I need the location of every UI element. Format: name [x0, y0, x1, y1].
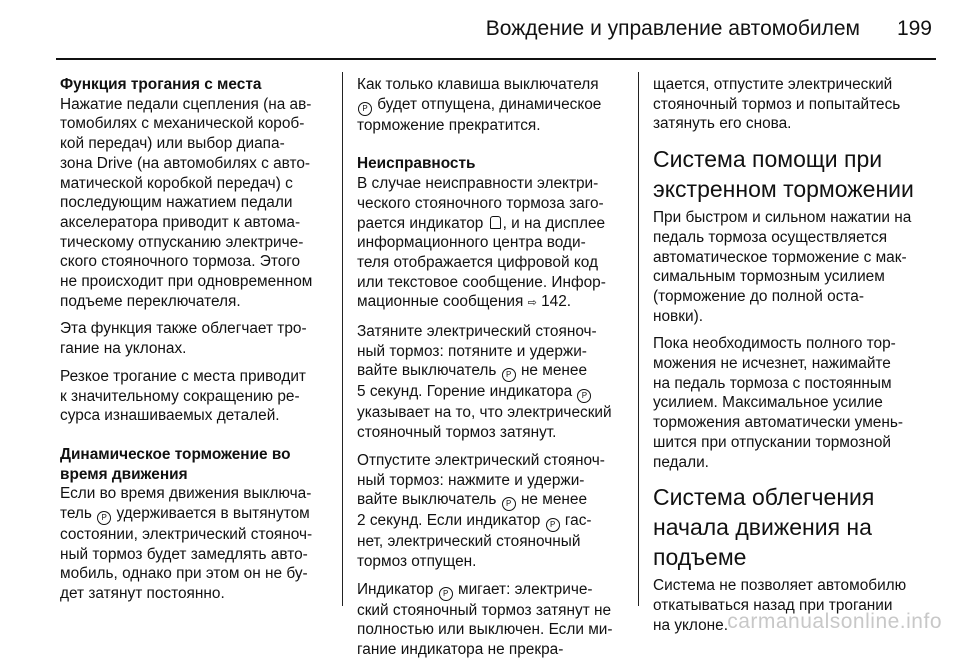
paragraph-start-function-2: Эта функция также облегчает тро- гание на уклонах.: [60, 320, 307, 358]
paragraph-apply-brake: Затяните электрический стояноч- ный тормоз: потяните и удержи- вайте выключатель P не менее 5 секунд. Горение индикатора P указывает на то, что электрический стояночный тормоз затянут.: [357, 323, 612, 442]
page-reference-link[interactable]: 142.: [541, 293, 572, 311]
paragraph-start-function-3: Резкое трогание с места приводит к значительному сокращению ре- сурса изнашиваемых деталей.: [60, 367, 306, 425]
column-divider-2: [638, 72, 639, 606]
column-2: [357, 75, 633, 668]
parking-brake-p-icon: P: [502, 497, 516, 511]
page-number: 199: [896, 17, 932, 40]
header-divider: [56, 58, 936, 60]
column-1: [60, 75, 332, 612]
parking-brake-p-icon: P: [97, 511, 111, 525]
section-heading-start-function: Функция трогания с места: [60, 76, 262, 93]
paragraph-dynamic-braking-end: Как только клавиша выключателя P будет отпущена, динамическое торможение прекратится.: [357, 76, 602, 134]
watermark: carmanualsonline.info: [727, 610, 942, 633]
parking-brake-p-icon: P: [358, 102, 372, 116]
parking-brake-p-icon: P: [546, 518, 560, 532]
paragraph-brake-assist-2: Пока необходимость полного тор- можения не исчезнет, нажимайте на педаль тормоза с постоянным усилием. Максимальное усилие торможения автоматически умень- шится при отпускании тормозной педали.: [653, 335, 903, 471]
paragraph-hill-start-assist: Система не позволяет автомобилю откатываться назад при трогании на уклоне.: [653, 577, 907, 634]
paragraph-indicator-blinks: Индикатор P мигает: электриче- ский стояночный тормоз затянут не полностью или выключен. Если ми- гание индикатора не прекра-: [357, 580, 613, 659]
section-heading-malfunction: Неисправность: [357, 155, 476, 173]
page-header-title: Вождение и управление автомобилем: [485, 17, 860, 40]
section-heading-brake-assist: Система помощи при экстренном торможении: [653, 146, 914, 203]
paragraph-dynamic-braking: Если во время движения выключа- тель P удерживается в вытянутом состоянии, электрический стояноч- ный тормоз будет замедлять авто- мобиль, однако при этом он не бу- дет затянут постоянно.: [60, 485, 313, 603]
parking-brake-p-icon: P: [577, 389, 591, 403]
paragraph-malfunction: В случае неисправности электри- ческого стояночного тормоза заго- рается индикатор , и на дисплее информационного центра води- теля отображается цифровой код или текстовое сообщение. Инфор- мационные сообщения ⇨ 142.: [357, 174, 633, 314]
column-divider-1: [342, 72, 343, 606]
arrow-right-icon: ⇨: [527, 297, 537, 310]
paragraph-start-function-1: Нажатие педали сцепления (на ав- томобилях с механической короб- кой передач) или выбор диапа- зона Drive (на автомобилях с авто- матической коробкой передач) с последующим нажатием педали акселератора приводит к автома- тическому отпусканию электриче- ского стояночного тормоза. Этого не происходит при одновременном подъеме переключателя.: [60, 95, 313, 310]
section-heading-hill-start-assist: Система облегчения начала движения на подъеме: [653, 484, 875, 571]
parking-brake-p-icon: P: [439, 587, 453, 601]
brake-indicator-icon: [490, 216, 501, 229]
paragraph-release-brake: Отпустите электрический стояноч- ный тормоз: нажмите и удержи- вайте выключатель P не менее 2 секунд. Если индикатор P гас- нет, электрический стояночный тормоз отпущен.: [357, 451, 605, 570]
paragraph-indicator-blinks-end: щается, отпустите электрический стояночный тормоз и попытайтесь затянуть его снова.: [653, 76, 901, 133]
column-3: [653, 75, 943, 643]
paragraph-brake-assist-1: При быстром и сильном нажатии на педаль тормоза осуществляется автоматическое торможение с мак- симальным тормозным усилием (торможение до полной оста- новки).: [653, 209, 912, 325]
section-heading-dynamic-braking: Динамическое торможение во время движения: [60, 445, 291, 483]
parking-brake-p-icon: P: [502, 368, 516, 382]
